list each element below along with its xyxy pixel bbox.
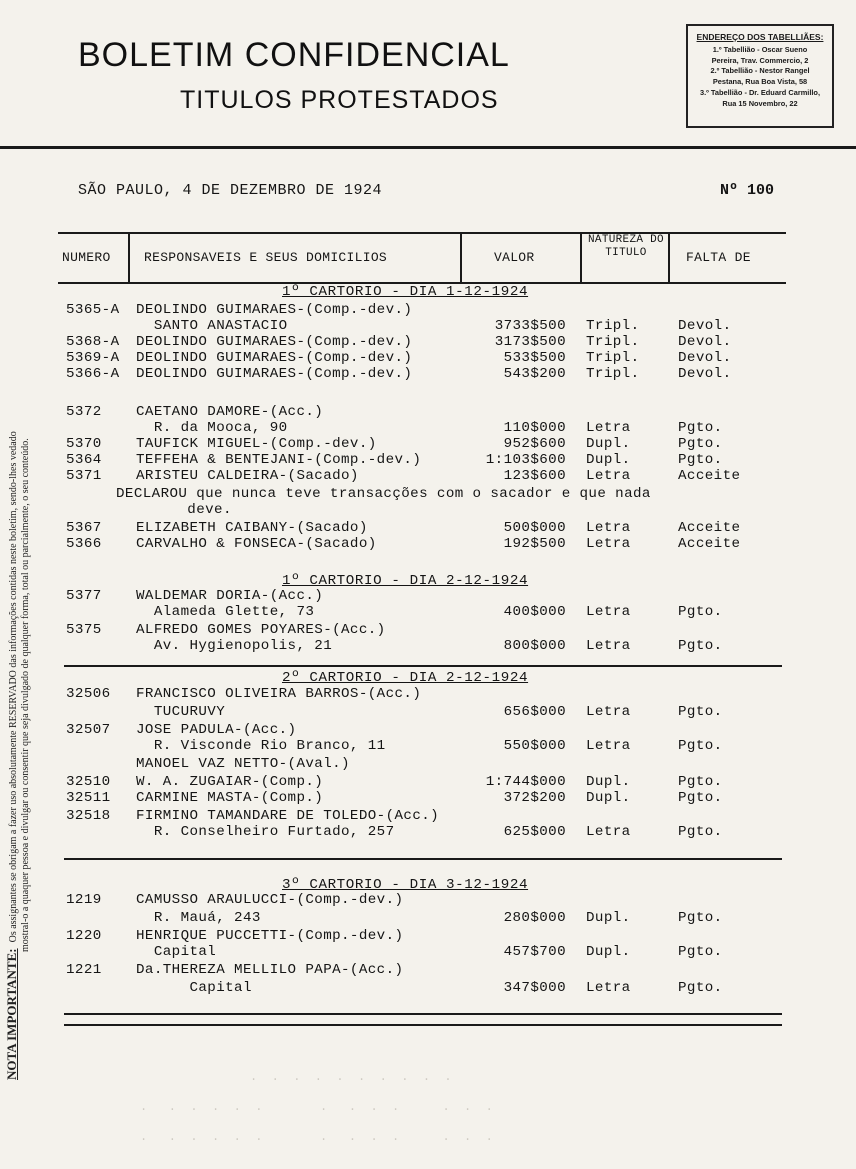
entry-responsible: TEFFEHA & BENTEJANI-(Comp.-dev.)	[136, 452, 422, 468]
entry-number: 5370	[66, 436, 102, 452]
entry-responsible: R. Visconde Rio Branco, 11	[136, 738, 386, 754]
entry-responsible: DEOLINDO GUIMARAES-(Comp.-dev.)	[136, 366, 413, 382]
entry-number: 1219	[66, 892, 102, 908]
entry-value: 500$000	[503, 520, 566, 536]
entry-value: 372$200	[503, 790, 566, 806]
section-title: 3º CARTORIO - DIA 3-12-1924	[282, 877, 529, 893]
entry-reason: Pgto.	[678, 944, 723, 960]
entry-responsible: CAMUSSO ARAULUCCI-(Comp.-dev.)	[136, 892, 404, 908]
section-title: 1º CARTORIO - DIA 2-12-1924	[282, 573, 529, 589]
entry-value: 280$000	[503, 910, 566, 926]
entry-responsible: CARVALHO & FONSECA-(Sacado)	[136, 536, 377, 552]
entry-nature: Letra	[586, 520, 631, 536]
entry-note: DECLAROU que nunca teve transacções com o sacador e que nada	[116, 486, 651, 502]
entry-nature: Dupl.	[586, 436, 631, 452]
entry-number: 32511	[66, 790, 111, 806]
address-line: Pereira, Trav. Commercio, 2	[711, 55, 809, 65]
entry-nature: Letra	[586, 824, 631, 840]
entry-value: 457$700	[503, 944, 566, 960]
entry-number: 1220	[66, 928, 102, 944]
entry-responsible: TAUFICK MIGUEL-(Comp.-dev.)	[136, 436, 377, 452]
entry-value: 123$600	[503, 468, 566, 484]
entry-reason: Pgto.	[678, 790, 723, 806]
entry-nature: Letra	[586, 468, 631, 484]
entry-responsible: Capital	[136, 980, 252, 996]
entry-number: 32510	[66, 774, 111, 790]
section-rule	[64, 665, 782, 667]
entry-nature: Letra	[586, 638, 631, 654]
bulletin-title: BOLETIM CONFIDENCIAL	[78, 36, 510, 74]
column-header-numero: NUMERO	[62, 250, 111, 265]
address-line: 1.º Tabellião - Oscar Sueno	[712, 44, 808, 54]
entry-number: 5364	[66, 452, 102, 468]
entry-reason: Pgto.	[678, 420, 723, 436]
entry-responsible: TUCURUVY	[136, 704, 226, 720]
entry-responsible: FRANCISCO OLIVEIRA BARROS-(Acc.)	[136, 686, 422, 702]
section-title: 1º CARTORIO - DIA 1-12-1924	[282, 284, 529, 300]
entry-responsible: ARISTEU CALDEIRA-(Sacado)	[136, 468, 359, 484]
entry-number: 5366-A	[66, 366, 120, 382]
entry-responsible: CARMINE MASTA-(Comp.)	[136, 790, 324, 806]
entry-responsible: ELIZABETH CAIBANY-(Sacado)	[136, 520, 368, 536]
entry-reason: Pgto.	[678, 774, 723, 790]
entry-responsible: W. A. ZUGAIAR-(Comp.)	[136, 774, 324, 790]
entry-value: 3733$500	[494, 318, 566, 334]
address-line: 2.º Tabellião - Nestor Rangel	[710, 66, 810, 76]
address-line: Pestana, Rua Boa Vista, 58	[712, 77, 808, 87]
entry-nature: Tripl.	[586, 318, 640, 334]
entry-responsible: Da.THEREZA MELLILO PAPA-(Acc.)	[136, 962, 404, 978]
entry-reason: Devol.	[678, 334, 732, 350]
entry-reason: Pgto.	[678, 436, 723, 452]
entry-reason: Acceite	[678, 536, 741, 552]
entry-value: 550$000	[503, 738, 566, 754]
entry-value: 543$200	[503, 366, 566, 382]
entry-responsible: ALFREDO GOMES POYARES-(Acc.)	[136, 622, 386, 638]
entry-nature: Letra	[586, 536, 631, 552]
entry-reason: Pgto.	[678, 638, 723, 654]
entry-reason: Devol.	[678, 366, 732, 382]
entry-nature: Tripl.	[586, 366, 640, 382]
entry-nature: Dupl.	[586, 910, 631, 926]
bulletin-subtitle: TITULOS PROTESTADOS	[180, 86, 499, 114]
entry-number: 32507	[66, 722, 111, 738]
entry-value: 533$500	[503, 350, 566, 366]
entry-number: 1221	[66, 962, 102, 978]
column-header-valor: VALOR	[494, 250, 535, 265]
entry-value: 1:103$600	[485, 452, 566, 468]
entry-reason: Devol.	[678, 318, 732, 334]
column-divider	[128, 232, 130, 282]
important-note-line: Os assignantes se obrigam a fazer uso absolutamente RESERVADO das informações contidas neste boletim, sendo-lhes vedado	[8, 431, 19, 943]
entry-reason: Pgto.	[678, 910, 723, 926]
header-rule	[0, 146, 856, 149]
entry-value: 656$000	[503, 704, 566, 720]
entry-value: 110$000	[503, 420, 566, 436]
entry-responsible: R. Mauá, 243	[136, 910, 261, 926]
entry-responsible: Alameda Glette, 73	[136, 604, 315, 620]
entry-nature: Letra	[586, 420, 631, 436]
section-rule	[64, 858, 782, 860]
entry-reason: Pgto.	[678, 452, 723, 468]
notary-address-box	[686, 24, 834, 128]
entry-reason: Pgto.	[678, 604, 723, 620]
bleed-through-text: . . . . . . . . . . . . .	[140, 1100, 493, 1114]
entry-nature: Tripl.	[586, 350, 640, 366]
entry-number: 5367	[66, 520, 102, 536]
entry-number: 32518	[66, 808, 111, 824]
entry-responsible: JOSE PADULA-(Acc.)	[136, 722, 297, 738]
entry-responsible: SANTO ANASTACIO	[136, 318, 288, 334]
entry-nature: Letra	[586, 704, 631, 720]
section-title: 2º CARTORIO - DIA 2-12-1924	[282, 670, 529, 686]
column-header-falta: FALTA DE	[686, 250, 751, 265]
entry-note: deve.	[116, 502, 232, 518]
entry-number: 5371	[66, 468, 102, 484]
entry-reason: Acceite	[678, 468, 741, 484]
entry-value: 800$000	[503, 638, 566, 654]
entry-responsible: R. Conselheiro Furtado, 257	[136, 824, 395, 840]
entry-number: 5368-A	[66, 334, 120, 350]
important-note	[6, 40, 32, 1080]
entry-responsible: DEOLINDO GUIMARAES-(Comp.-dev.)	[136, 334, 413, 350]
entry-number: 5377	[66, 588, 102, 604]
entry-reason: Pgto.	[678, 824, 723, 840]
column-divider	[580, 232, 582, 282]
entry-value: 625$000	[503, 824, 566, 840]
bleed-through-text: . . . . . . . . . . . . .	[140, 1130, 493, 1144]
entry-number: 5372	[66, 404, 102, 420]
entry-responsible: CAETANO DAMORE-(Acc.)	[136, 404, 324, 420]
entry-number: 5375	[66, 622, 102, 638]
bottom-rule	[64, 1024, 782, 1026]
entry-value: 952$600	[503, 436, 566, 452]
bottom-rule	[64, 1013, 782, 1015]
entry-value: 347$000	[503, 980, 566, 996]
entry-value: 400$000	[503, 604, 566, 620]
column-header-responsaveis: RESPONSAVEIS E SEUS DOMICILIOS	[144, 250, 388, 265]
bulletin-number: Nº 100	[720, 182, 775, 199]
entry-number: 5366	[66, 536, 102, 552]
bleed-through-text: . . . . . . . . . .	[250, 1070, 452, 1084]
entry-nature: Dupl.	[586, 790, 631, 806]
entry-nature: Letra	[586, 738, 631, 754]
entry-value: 192$500	[503, 536, 566, 552]
table-top-rule	[58, 232, 786, 234]
entry-nature: Dupl.	[586, 774, 631, 790]
entry-responsible: DEOLINDO GUIMARAES-(Comp.-dev.)	[136, 350, 413, 366]
column-divider	[460, 232, 462, 282]
entry-reason: Pgto.	[678, 738, 723, 754]
address-heading: ENDEREÇO DOS TABELLIÃES:	[696, 32, 824, 42]
entry-responsible: Av. Hygienopolis, 21	[136, 638, 333, 654]
entry-nature: Tripl.	[586, 334, 640, 350]
important-note-label: NOTA IMPORTANTE:	[4, 948, 19, 1080]
entry-number: 5365-A	[66, 302, 120, 318]
entry-nature: Letra	[586, 980, 631, 996]
entry-responsible: MANOEL VAZ NETTO-(Aval.)	[136, 756, 350, 772]
entry-reason: Devol.	[678, 350, 732, 366]
column-header-natureza: NATUREZA DO TITULO	[588, 234, 664, 259]
entry-value: 1:744$000	[485, 774, 566, 790]
dateline: SÃO PAULO, 4 DE DEZEMBRO DE 1924	[78, 182, 383, 199]
entry-responsible: Capital	[136, 944, 217, 960]
entry-number: 32506	[66, 686, 111, 702]
entry-reason: Acceite	[678, 520, 741, 536]
entry-responsible: DEOLINDO GUIMARAES-(Comp.-dev.)	[136, 302, 413, 318]
important-note-line: mostral-o a quaquer pessoa e divulgar ou consentir que seja divulgado de qualquer forma, total ou parcialmente, o seu conteúdo.	[20, 438, 31, 952]
entry-value: 3173$500	[494, 334, 566, 350]
entry-responsible: FIRMINO TAMANDARE DE TOLEDO-(Acc.)	[136, 808, 440, 824]
entry-nature: Letra	[586, 604, 631, 620]
entry-responsible: WALDEMAR DORIA-(Acc.)	[136, 588, 324, 604]
entry-reason: Pgto.	[678, 980, 723, 996]
entry-nature: Dupl.	[586, 944, 631, 960]
entry-responsible: HENRIQUE PUCCETTI-(Comp.-dev.)	[136, 928, 404, 944]
entry-reason: Pgto.	[678, 704, 723, 720]
entry-responsible: R. da Mooca, 90	[136, 420, 288, 436]
address-line: 3.º Tabellião - Dr. Eduard Carmillo, Rua 15 Novembro, 22	[699, 87, 821, 108]
column-divider	[668, 232, 670, 282]
entry-number: 5369-A	[66, 350, 120, 366]
entry-nature: Dupl.	[586, 452, 631, 468]
